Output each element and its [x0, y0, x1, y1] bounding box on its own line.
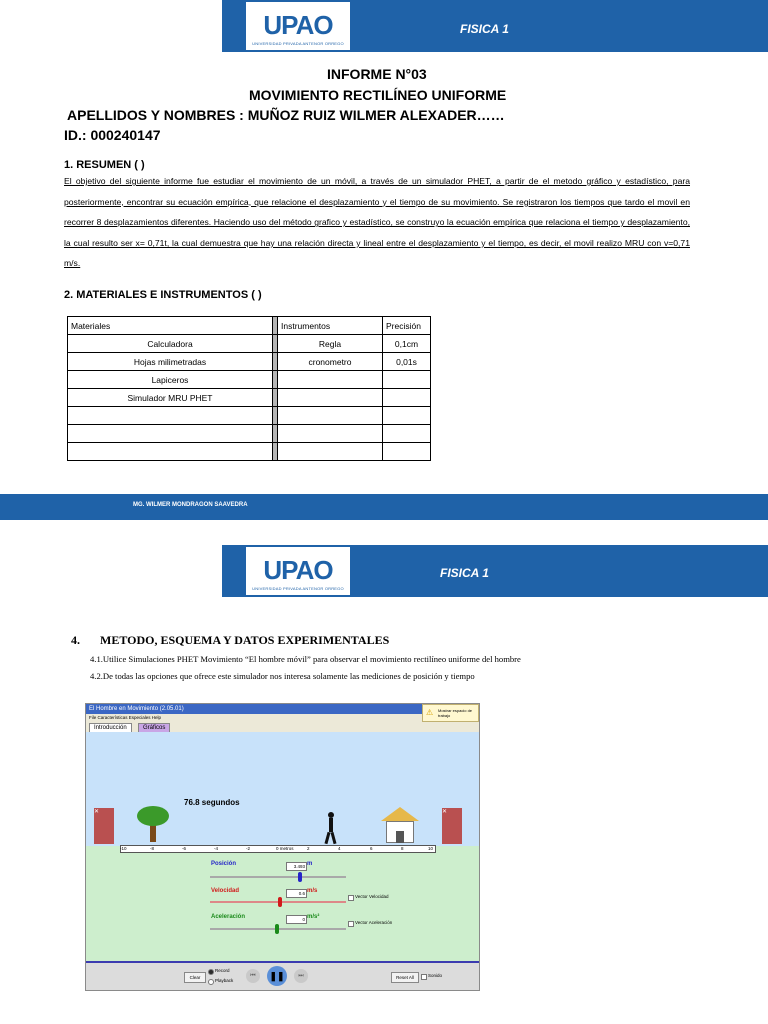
- table-cell: [383, 389, 431, 407]
- table-header-row: [68, 317, 431, 335]
- accel-vector-checkbox[interactable]: [348, 921, 354, 927]
- velocity-slider-handle[interactable]: [278, 897, 282, 907]
- table-header: Materiales: [68, 317, 273, 335]
- section-number: 4.: [71, 633, 80, 647]
- walking-man-icon[interactable]: [326, 812, 336, 844]
- course-label: FISICA 1: [460, 22, 509, 36]
- ruler-ticks: [120, 845, 436, 853]
- position-label: Posición: [211, 861, 237, 867]
- velocity-unit: m/s: [307, 888, 318, 894]
- resumen-heading: 1. RESUMEN ( ): [64, 159, 145, 171]
- clear-button[interactable]: Clear: [184, 972, 206, 983]
- pause-icon[interactable]: ❚❚: [267, 966, 287, 986]
- sim-ground: [86, 846, 479, 961]
- table-cell: [278, 389, 383, 407]
- table-cell: 0,01s: [383, 353, 431, 371]
- table-cell: Lapiceros: [68, 371, 273, 389]
- close-icon[interactable]: ✕: [94, 809, 100, 815]
- metodo-item-1: 4.1.Utilice Simulaciones PHET Movimiento “El hombre móvil” para observar el movimiento rectilíneo uniforme del hombre: [90, 654, 521, 664]
- footer-band: [0, 494, 768, 520]
- ruler-tick: -10: [120, 846, 127, 851]
- sound-label: Sonido: [428, 973, 443, 978]
- resumen-text: El objetivo del siguiente informe fue estudiar el movimiento de un móvil, a través de un simulador PHET, a partir de el metodo gráfico y estadístico, para posteriormente, encontrar su ecuación empírica, que relacione el desplazamiento y el tiempo de su movimiento. Se registraron los tiempos que tardo el movil en recorrer 8 desplazamientos diferentes. Haciendo uso del método grafico y estadístico, se construyo la ecuación empírica que relaciona el tiempo y desplazamiento, la cual resulto ser x= 0,71t, la cual demuestra que hay una relación directa y lineal entre el desplazamiento y el tiempo, es decir, el movil realizo MRU con v=0,71 m/s.: [64, 176, 690, 269]
- position-slider[interactable]: [210, 876, 346, 878]
- table-cell: Regla: [278, 335, 383, 353]
- sim-notice[interactable]: ⚠ Mostrar espacio de trabajo: [422, 704, 479, 722]
- house-icon: [381, 807, 419, 845]
- velocity-vector-checkbox[interactable]: [348, 895, 354, 901]
- table-row: [68, 443, 431, 461]
- report-title: INFORME N°03: [327, 66, 427, 82]
- accel-label: Aceleración: [211, 914, 246, 920]
- position-slider-handle[interactable]: [298, 872, 302, 882]
- ruler-tick: 4: [338, 846, 341, 851]
- table-cell: [68, 425, 273, 443]
- sim-sky: [86, 732, 479, 846]
- ruler-tick: 2: [307, 846, 310, 851]
- sound-checkbox[interactable]: [421, 974, 427, 980]
- position-field[interactable]: 3.493: [286, 862, 307, 871]
- ruler-tick: 6: [370, 846, 373, 851]
- table-cell: 0,1cm: [383, 335, 431, 353]
- table-cell: Calculadora: [68, 335, 273, 353]
- table-row: [68, 335, 431, 353]
- close-icon[interactable]: ✕: [442, 809, 448, 815]
- course-label: FISICA 1: [440, 566, 489, 580]
- table-cell: Simulador MRU PHET: [68, 389, 273, 407]
- playback-label: Playback: [215, 978, 234, 983]
- upao-logo: UPAO UNIVERSIDAD PRIVADA ANTENOR ORREGO: [244, 545, 352, 597]
- table-row: [68, 371, 431, 389]
- student-id: ID.: 000240147: [64, 127, 161, 143]
- sim-menu-bar[interactable]: File Características Especiales Help: [86, 714, 479, 722]
- accel-field[interactable]: 0: [286, 915, 307, 924]
- accel-unit: m/s²: [307, 914, 320, 920]
- table-header: Instrumentos: [278, 317, 383, 335]
- table-header: Precisión: [383, 317, 431, 335]
- ruler-tick: 0 metros: [276, 846, 294, 851]
- velocity-vector-label: Vector Velocidad: [355, 894, 389, 899]
- table-cell: [383, 443, 431, 461]
- tree-crown: [137, 806, 169, 826]
- ruler-tick: -2: [246, 846, 251, 851]
- position-unit: m: [307, 861, 313, 867]
- table-row: [68, 425, 431, 443]
- sim-control-bar: [86, 961, 479, 991]
- table-cell: [68, 407, 273, 425]
- upao-logo: UPAO UNIVERSIDAD PRIVADA ANTENOR ORREGO: [244, 0, 352, 52]
- accel-vector-label: Vector Aceleración: [355, 920, 393, 925]
- table-cell: [68, 443, 273, 461]
- metodo-heading: METODO, ESQUEMA Y DATOS EXPERIMENTALES: [100, 633, 390, 647]
- sim-title-bar: El Hombre en Movimiento (2.05.01): [86, 704, 479, 714]
- table-row: [68, 407, 431, 425]
- table-cell: [383, 407, 431, 425]
- rewind-icon[interactable]: ⏮: [246, 969, 260, 983]
- left-wall: [94, 808, 114, 844]
- phet-simulator-window: [85, 703, 480, 991]
- table-cell: [383, 371, 431, 389]
- metodo-item-2: 4.2.De todas las opciones que ofrece este simulador nos interesa solamente las mediciones de posición y tiempo: [90, 671, 475, 681]
- table-row: [68, 353, 431, 371]
- materials-table: [67, 316, 431, 461]
- accel-slider-handle[interactable]: [275, 924, 279, 934]
- velocity-label: Velocidad: [211, 888, 240, 894]
- ruler-tick: 10: [428, 846, 434, 851]
- ruler-tick: -8: [150, 846, 155, 851]
- warning-icon: ⚠: [426, 708, 434, 717]
- table-cell: [383, 425, 431, 443]
- step-forward-icon[interactable]: ⏭: [294, 969, 308, 983]
- table-cell: [278, 443, 383, 461]
- table-cell: [278, 407, 383, 425]
- materiales-heading: 2. MATERIALES E INSTRUMENTOS ( ): [64, 289, 262, 301]
- right-wall: [442, 808, 462, 844]
- student-names: APELLIDOS Y NOMBRES : MUÑOZ RUIZ WILMER ALEXADER……: [67, 107, 505, 123]
- record-label: Record: [215, 968, 230, 973]
- tab-introduccion[interactable]: Introducción: [89, 723, 132, 733]
- table-cell: Hojas milimetradas: [68, 353, 273, 371]
- tab-graficos[interactable]: Gráficos: [138, 723, 170, 733]
- table-cell: [278, 425, 383, 443]
- ruler-tick: -6: [182, 846, 187, 851]
- ruler-tick: -4: [214, 846, 219, 851]
- reset-all-button[interactable]: Reset All: [391, 972, 419, 983]
- record-radio[interactable]: [208, 969, 214, 975]
- table-cell: [278, 371, 383, 389]
- sim-time-readout: 76.8 segundos: [184, 798, 240, 807]
- table-row: [68, 389, 431, 407]
- velocity-field[interactable]: 0.6: [286, 889, 307, 898]
- sim-tabs: [86, 722, 479, 732]
- table-cell: cronometro: [278, 353, 383, 371]
- ruler-tick: 8: [401, 846, 404, 851]
- playback-radio[interactable]: [208, 979, 214, 985]
- footer-author: MG. WILMER MONDRAGON SAAVEDRA: [133, 502, 248, 508]
- report-subtitle: MOVIMIENTO RECTILÍNEO UNIFORME: [249, 87, 507, 103]
